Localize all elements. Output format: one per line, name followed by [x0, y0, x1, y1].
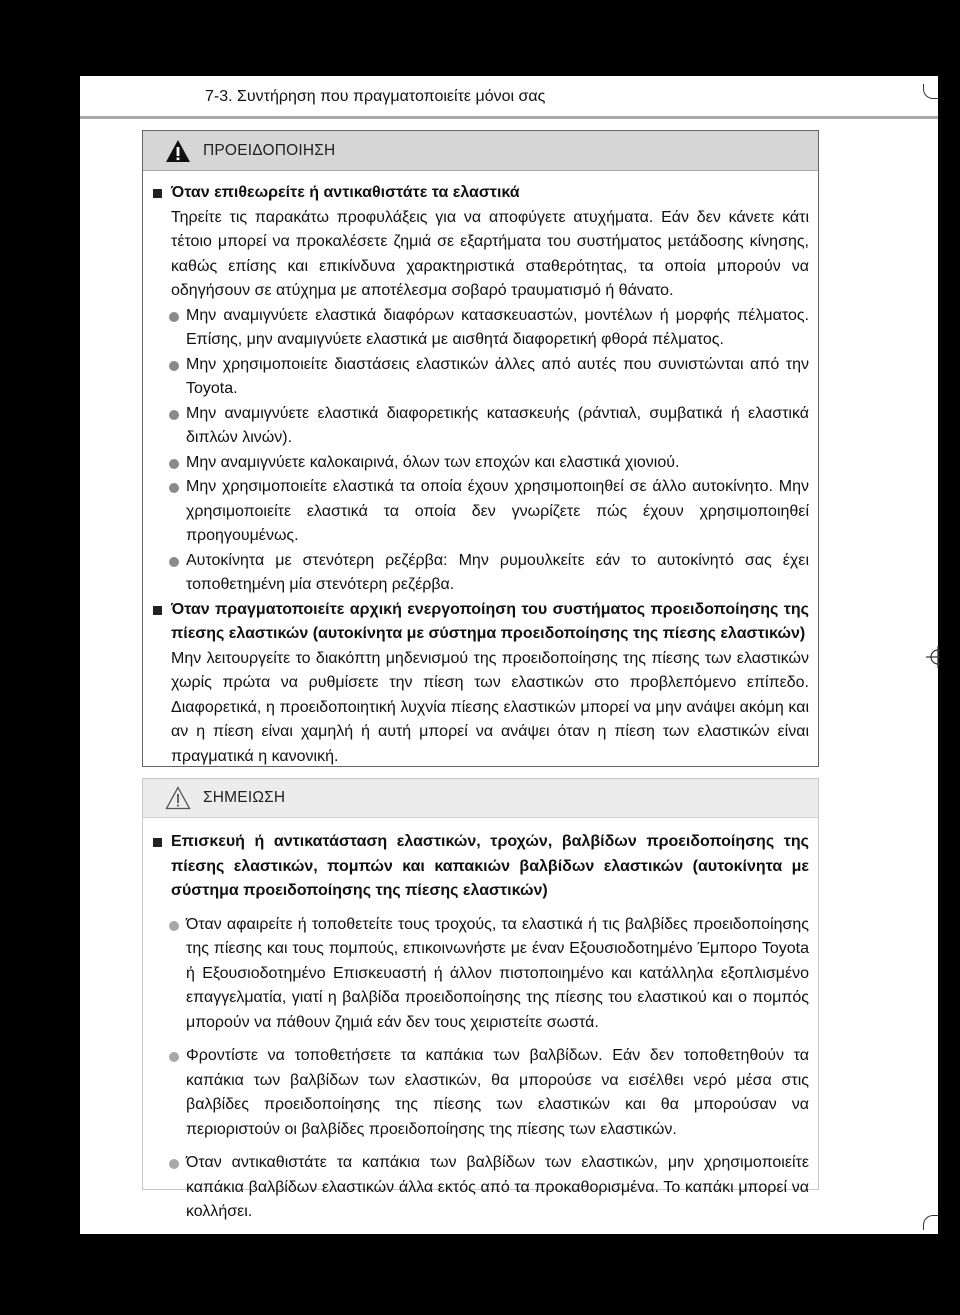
warning-box	[142, 130, 819, 767]
warning-content	[143, 171, 818, 769]
round-bullet-icon	[169, 557, 179, 567]
list-item: Φροντίστε να τοποθετήσετε τα καπάκια των βαλβίδων. Εάν δεν τοποθετηθούν τα καπάκια των βαλβίδων των ελαστικών, θα μπορούσε να εισέλθει νερό μέσα στις βαλβίδες προειδοποίησης της πίεσης των ελαστικών και θα μπορούσαν να περιοριστούν οι βαλβίδες προειδοποίησης της πίεσης των ελαστικών.	[169, 1044, 809, 1142]
round-bullet-icon	[169, 921, 179, 931]
list-item: Μην αναμιγνύετε καλοκαιρινά, όλων των εποχών και ελαστικά χιονιού.	[169, 451, 809, 476]
warning-triangle-icon	[165, 139, 191, 163]
manual-page	[80, 76, 938, 1234]
square-bullet-icon	[153, 189, 162, 198]
list-item: Μην αναμιγνύετε ελαστικά διαφόρων κατασκευαστών, μοντέλων ή μορφής πέλματος. Επίσης, μην αναμιγνύετε ελαστικά με αισθητά διαφορετική φθορά πέλματος.	[169, 304, 809, 353]
crop-mark-icon	[923, 84, 938, 99]
note-content	[143, 818, 818, 1225]
paragraph: Μην λειτουργείτε το διακόπτη μηδενισμού της προειδοποίησης της πίεσης των ελαστικών χωρίς πρώτα να ρυθμίσετε την πίεση των ελαστικών στο προβλεπόμενο επίπεδο. Διαφορετικά, η προειδοποιητική λυχνία πίεσης ελαστικών μπορεί να μην ανάψει ακόμη και αν η πίεση είναι χαμηλή ή αυτή μπορεί να ανάψει όταν η πίεση των ελαστικών είναι πραγματικά η κανονική.	[171, 649, 809, 765]
square-bullet-icon	[153, 606, 162, 615]
note-title: ΣΗΜΕΙΩΣΗ	[203, 789, 286, 806]
paragraph: Τηρείτε τις παρακάτω προφυλάξεις για να αποφύγετε ατυχήματα. Εάν δεν κάνετε κάτι τέτοιο μπορεί να προκαλέσετε ζημιά σε εξαρτήματα του συστήματος μετάδοσης κίνησης, καθώς επίσης και επικίνδυνα χαρακτηριστικά σταθερότητας, τα οποία μπορούν να οδηγήσουν σε ατύχημα με αποτέλεσμα σοβαρό τραυματισμό ή θάνατο.	[171, 208, 809, 299]
running-head: 7-3. Συντήρηση που πραγματοποιείτε μόνοι σας	[205, 88, 546, 105]
crop-mark-icon	[923, 1215, 938, 1230]
list-item: Μην χρησιμοποιείτε ελαστικά τα οποία έχουν χρησιμοποιηθεί σε άλλο αυτοκίνητο. Μην χρησιμοποιείτε ελαστικά τα οποία δεν γνωρίζετε πώς έχουν χρησιμοποιηθεί προηγουμένως.	[169, 475, 809, 549]
warning-title: ΠΡΟΕΙΔΟΠΟΙΗΣΗ	[203, 141, 336, 159]
caution-outline-icon	[165, 786, 191, 810]
square-bullet-icon	[153, 838, 162, 847]
section-heading: Όταν πραγματοποιείτε αρχική ενεργοποίηση του συστήματος προειδοποίησης της πίεσης ελαστικών (αυτοκίνητα με σύστημα προειδοποίησης της πίεσης ελαστικών)	[151, 598, 809, 647]
list-item: Μην χρησιμοποιείτε διαστάσεις ελαστικών άλλες από αυτές που συνιστώνται από την Toyota.	[169, 353, 809, 402]
header-rule	[80, 116, 938, 119]
list-item: Όταν αντικαθιστάτε τα καπάκια των βαλβίδων των ελαστικών, μην χρησιμοποιείτε καπάκια βαλβίδων ελαστικών άλλα εκτός από τα προκαθορισμένα. Το καπάκι μπορεί να κολλήσει.	[169, 1151, 809, 1225]
note-header	[143, 779, 818, 818]
round-bullet-icon	[169, 1159, 179, 1169]
list-item: Όταν αφαιρείτε ή τοποθετείτε τους τροχούς, τα ελαστικά ή τις βαλβίδες προειδοποίησης της πίεσης και τους πομπούς, επικοινωνήστε με έναν Εξουσιοδοτημένο Έμπορο Toyota ή Εξουσιοδοτημένο Επισκευαστή ή άλλον πιστοποιημένο και κατάλληλα εξοπλισμένο επαγγελματία, γιατί η βαλβίδα προειδοποίησης της πίεσης του ελαστικού και ο πομπός μπορούν να πάθουν ζημιά εάν δεν τους χειριστείτε σωστά.	[169, 913, 809, 1036]
round-bullet-icon	[169, 361, 179, 371]
list-item: Αυτοκίνητα με στενότερη ρεζέρβα: Μην ρυμουλκείτε εάν το αυτοκίνητό σας έχει τοποθετημένη μία στενότερη ρεζέρβα.	[169, 549, 809, 598]
section-heading: Όταν επιθεωρείτε ή αντικαθιστάτε τα ελαστικά	[151, 181, 809, 206]
warning-header	[143, 131, 818, 171]
registration-mark-icon	[926, 646, 940, 668]
note-box	[142, 778, 819, 1220]
round-bullet-icon	[169, 483, 179, 493]
round-bullet-icon	[169, 459, 179, 469]
list-item: Μην αναμιγνύετε ελαστικά διαφορετικής κατασκευής (ράντιαλ, συμβατικά ή ελαστικά διπλών λινών).	[169, 402, 809, 451]
round-bullet-icon	[169, 312, 179, 322]
section-heading: Επισκευή ή αντικατάσταση ελαστικών, τροχών, βαλβίδων προειδοποίησης της πίεσης ελαστικών, πομπών και καπακιών βαλβίδων ελαστικών (αυτοκίνητα με σύστημα προειδοποίησης της πίεσης ελαστικών)	[151, 830, 809, 904]
round-bullet-icon	[169, 410, 179, 420]
round-bullet-icon	[169, 1052, 179, 1062]
